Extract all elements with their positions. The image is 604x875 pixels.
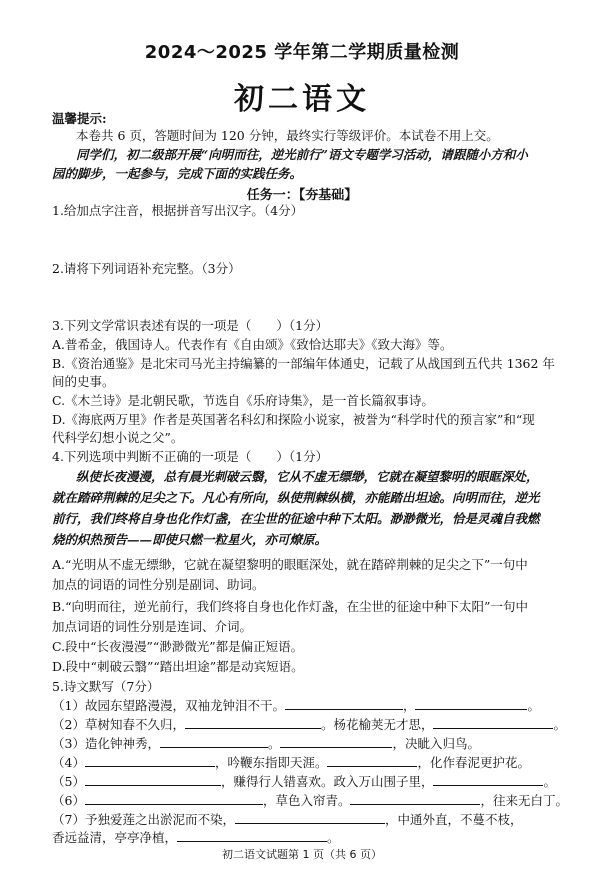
poem-text: （1）故园东望路漫漫，双袖龙钟泪不干。 [52,698,285,713]
answer-blank[interactable] [433,773,543,786]
poem-text: 。杨花榆荚无才思， [320,717,434,732]
question-4-option-c: C.段中“长夜漫漫”“渺渺微光”都是偏正短语。 [52,639,304,654]
answer-blank[interactable] [235,811,385,824]
question-3-option-d: D.《海底两万里》作者是英国著名科幻和探险小说家，被誉为“科学时代的预言家”和“现 [52,412,535,427]
poem-text: ，草色入帘青。 [262,793,351,808]
question-3-option-b-cont: 间的史事。 [52,374,115,389]
answer-blank[interactable] [280,735,392,748]
question-3-option-c: C.《木兰诗》是北朝民歌，节选自《乐府诗集》，是一首长篇叙事诗。 [52,393,434,408]
question-4-option-a-cont: 加点的词语的词性分别是副词、助词。 [52,577,265,592]
question-4-passage-2: 就在踏碎荆棘的足尖之下。凡心有所向，纵使荆棘纵横，亦能踏出坦途。向明而往，逆光 [52,490,540,505]
poem-line-4 [52,754,572,772]
answer-blank[interactable] [433,716,553,729]
answer-blank[interactable] [160,735,268,748]
poem-text: （3）造化钟神秀， [52,736,160,751]
answer-blank[interactable] [85,792,263,805]
question-4-option-b: B.“向明而往，逆光前行，我们终将自身也化作灯盏，在尘世的征途中种下太阳”一句中 [52,599,528,614]
question-4-passage-3: 前行，我们终将自身也化作灯盏，在尘世的征途中种下太阳。渺渺微光，恰是灵魂自我燃 [52,511,540,526]
poem-text: ，往来无白丁。 [480,793,568,808]
poem-line-5: （5） ，赚得行人错喜欢。政入万山围子里， 。 [52,774,556,789]
question-3-option-b: B.《资治通鉴》是北宋司马光主持编纂的一部编年体通史，记载了从战国到五代共 1362 年 [52,356,555,371]
page-footer: 初二语文试题第 1 页（共 6 页） [222,848,382,861]
poem-line-3: （3）造化钟神秀， 。 ，决眦入归鸟。 [52,736,480,751]
question-4-option-d: D.段中“刺破云翳”“踏出坦途”都是动宾短语。 [52,659,304,674]
question-3-stem: 3.下列文学常识表述有误的一项是（ ）（1分） [52,318,329,333]
question-4-passage-4: 烧的炽热预告——即使只燃一粒星火，亦可燎原。 [52,532,328,547]
question-1-stem: 1.给加点字注音，根据拼音写出汉字。（4分） [52,203,304,218]
poem-text: （4） [52,755,85,770]
poem-text: ，赚得行人错喜欢。政入万山围子里， [220,774,434,789]
question-4-passage-1: 纵使长夜漫漫，总有晨光刺破云翳，它从不虚无缥缈，它就在凝望黎明的眼眶深处， [76,469,539,484]
question-3-option-a: A.普希金，俄国诗人。代表作有《自由颂》《致恰达耶夫》《致大海》等。 [52,337,453,352]
poem-text: ，吟鞭东指即天涯。 [214,755,328,770]
poem-text: （7）予独爱莲之出淤泥而不染， [52,812,235,827]
poem-text: （2）草树知春不久归， [52,717,185,732]
answer-blank[interactable] [85,754,215,767]
tips-label: 温馨提示: [52,111,107,126]
question-3-option-d-cont: 代科学幻想小说之父”。 [52,430,184,445]
poem-line-7 [52,811,572,829]
answer-blank[interactable] [285,697,403,710]
task-one-title: 任务一：【夯基础】 [246,188,358,203]
answer-blank[interactable] [415,697,527,710]
poem-text: ，决眦入归鸟。 [392,736,480,751]
answer-blank[interactable] [85,773,221,786]
question-2-stem: 2.请将下列词语补充完整。（3分） [52,261,241,276]
poem-text: ，化作春泥更护花。 [417,755,530,770]
question-4-stem: 4.下列选项中判断不正确的一项是（ ）（1分） [52,449,329,464]
answer-blank[interactable] [327,754,417,767]
answer-blank[interactable] [350,792,480,805]
subject-title: 初二语文 [234,82,370,117]
exam-title: 2024～2025 学年第二学期质量检测 [144,42,460,63]
poem-line-7-cont: 香远益清，亭亭净植， 。 [52,830,340,845]
poem-text: 香远益清，亭亭净植， [52,830,178,845]
answer-blank[interactable] [177,829,327,842]
poem-text: ，中通外直，不蔓不枝， [384,812,523,827]
poem-line-1: （1）故园东望路漫漫，双袖龙钟泪不干。 ， 。 [52,698,540,713]
poem-text: （5） [52,774,85,789]
answer-blank[interactable] [185,716,321,729]
question-5-stem: 5.诗文默写（7分） [52,679,160,694]
poem-line-2: （2）草树知春不久归， 。杨花榆荚无才思， 。 [52,717,566,732]
tips-line-2: 同学们，初二级部开展“向明而往，逆光前行”语文专题学习活动，请跟随小方和小 [76,147,528,162]
question-4-option-a: A.“光明从不虚无缥缈，它就在凝望黎明的眼眶深处，就在踏碎荆棘的足尖之下”一句中 [52,557,528,572]
poem-line-6 [52,792,572,810]
poem-text: （6） [52,793,85,808]
question-4-option-b-cont: 加点词语的词性分别是连词、介词。 [52,619,253,634]
tips-line-1: 本卷共 6 页，答题时间为 120 分钟，最终实行等级评价。本试卷不用上交。 [76,128,499,143]
tips-line-3: 园的脚步，一起参与，完成下面的实践任务。 [52,166,303,181]
